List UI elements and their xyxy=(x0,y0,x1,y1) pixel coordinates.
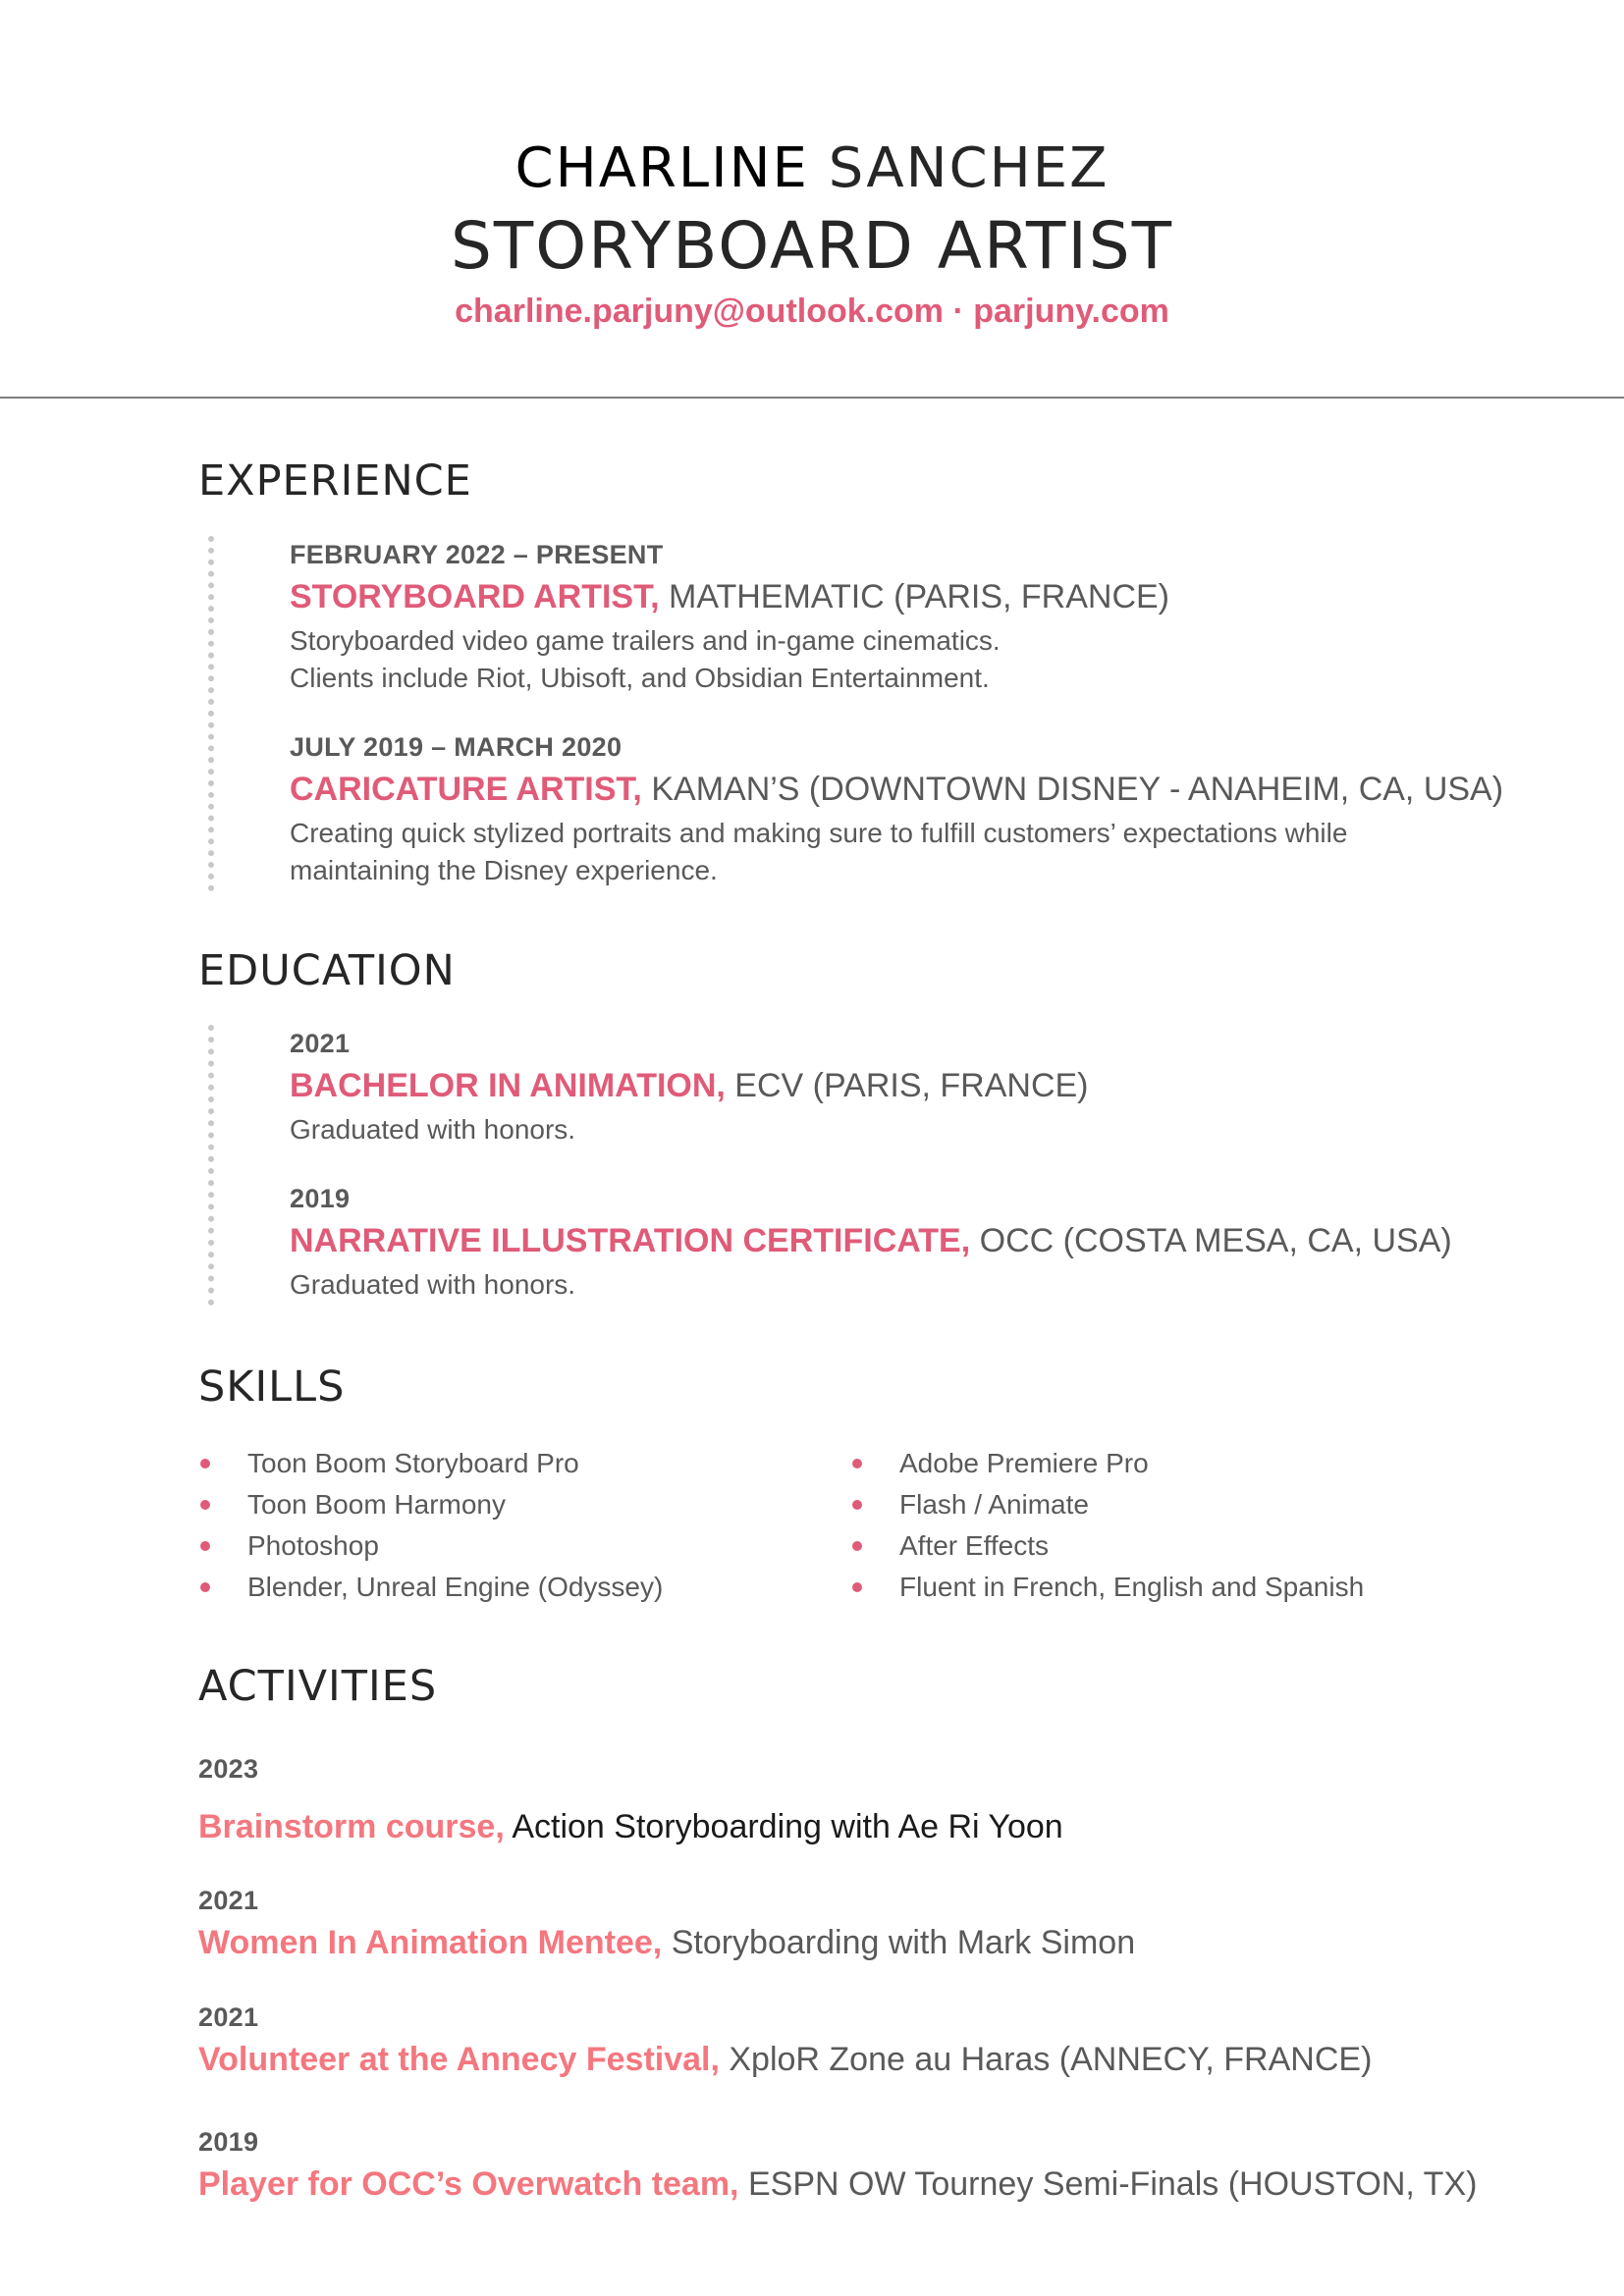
entry-dates: JULY 2019 – MARCH 2020 xyxy=(290,732,623,762)
description-line: maintaining the Disney experience. xyxy=(290,855,718,885)
entry-role: CARICATURE ARTIST, xyxy=(290,771,642,808)
list-item xyxy=(200,1567,663,1608)
skill-label: Toon Boom Storyboard Pro xyxy=(247,1448,579,1478)
list-item xyxy=(200,1443,663,1484)
entry-org: MATHEMATIC (PARIS, FRANCE) xyxy=(659,578,1169,615)
activities-heading: ACTIVITIES xyxy=(198,1662,438,1711)
activity-year: 2023 xyxy=(198,1754,259,1784)
education-heading: EDUCATION xyxy=(198,946,456,995)
skills-list-right xyxy=(852,1443,1364,1608)
activity-year: 2021 xyxy=(198,2002,259,2032)
activity-detail: Storyboarding with Mark Simon xyxy=(662,1924,1136,1961)
activity-role: Brainstorm course, xyxy=(198,1808,505,1845)
entry-role: STORYBOARD ARTIST, xyxy=(290,578,660,615)
skill-label: Fluent in French, English and Spanish xyxy=(899,1572,1365,1602)
list-item xyxy=(200,1525,663,1567)
description-line: Graduated with honors. xyxy=(290,1114,576,1145)
description-line: Creating quick stylized portraits and making sure to fulfill customers’ expectations while xyxy=(290,818,1348,848)
entry-description xyxy=(290,622,1468,697)
description-line: Storyboarded video game trailers and in-game cinematics. xyxy=(290,625,1001,656)
entry-heading xyxy=(290,573,1468,620)
activity-heading xyxy=(198,1803,1475,1850)
education-entry xyxy=(290,1180,1468,1304)
bullet-icon xyxy=(852,1500,862,1510)
entry-role: NARRATIVE ILLUSTRATION CERTIFICATE, xyxy=(290,1222,971,1259)
entry-description xyxy=(290,1266,1468,1304)
activity-detail: XploR Zone au Haras (ANNECY, FRANCE) xyxy=(719,2041,1373,2078)
description-line: Clients include Riot, Ubisoft, and Obsidian Entertainment. xyxy=(290,663,990,693)
bullet-icon xyxy=(200,1541,210,1551)
entry-description xyxy=(290,1111,1468,1148)
activity-year: 2021 xyxy=(198,1886,259,1915)
entry-description xyxy=(290,815,1468,889)
contact-info[interactable]: charline.parjuny@outlook.com · parjuny.com xyxy=(455,293,1169,330)
experience-entry xyxy=(290,728,1504,889)
activity-role: Player for OCC’s Overwatch team, xyxy=(198,2165,739,2203)
bullet-icon xyxy=(200,1459,210,1468)
entry-heading xyxy=(290,766,1504,813)
activity-entry xyxy=(198,1750,1475,1850)
entry-org: KAMAN’S (DOWNTOWN DISNEY - ANAHEIM, CA, USA) xyxy=(641,771,1504,808)
list-item xyxy=(852,1484,1364,1525)
education-timeline xyxy=(208,1025,214,1306)
skill-label: After Effects xyxy=(899,1530,1049,1561)
activity-heading xyxy=(198,2036,1475,2083)
description-line: Graduated with honors. xyxy=(290,1269,576,1300)
skill-label: Adobe Premiere Pro xyxy=(899,1448,1149,1478)
entry-heading xyxy=(290,1217,1468,1264)
bullet-icon xyxy=(200,1500,210,1510)
activity-heading xyxy=(198,2161,1478,2208)
bullet-icon xyxy=(200,1582,210,1592)
experience-heading: EXPERIENCE xyxy=(198,456,472,506)
first-name: CHARLINE xyxy=(514,136,809,200)
bullet-icon xyxy=(852,1541,862,1551)
last-name: SANCHEZ xyxy=(828,136,1110,200)
skill-label: Flash / Animate xyxy=(899,1489,1089,1520)
skill-label: Photoshop xyxy=(247,1530,379,1561)
entry-org: OCC (COSTA MESA, CA, USA) xyxy=(970,1222,1452,1259)
skill-label: Blender, Unreal Engine (Odyssey) xyxy=(247,1572,664,1602)
experience-timeline xyxy=(208,536,214,891)
entry-org: ECV (PARIS, FRANCE) xyxy=(725,1067,1089,1104)
header-divider xyxy=(0,397,1624,399)
bullet-icon xyxy=(852,1459,862,1468)
job-title: STORYBOARD ARTIST xyxy=(450,208,1174,284)
entry-dates: FEBRUARY 2022 – PRESENT xyxy=(290,540,664,569)
skill-label: Toon Boom Harmony xyxy=(247,1489,507,1520)
list-item xyxy=(852,1567,1364,1608)
activity-year: 2019 xyxy=(198,2127,259,2157)
entry-heading xyxy=(290,1062,1468,1109)
activity-detail: ESPN OW Tourney Semi-Finals (HOUSTON, TX) xyxy=(738,2165,1478,2203)
list-item xyxy=(852,1443,1364,1484)
education-entry xyxy=(290,1025,1468,1148)
entry-dates: 2021 xyxy=(290,1029,351,1058)
bullet-icon xyxy=(852,1582,862,1592)
activity-heading xyxy=(198,1919,1475,1966)
entry-dates: 2019 xyxy=(290,1184,351,1213)
activity-role: Volunteer at the Annecy Festival, xyxy=(198,2041,720,2078)
entry-role: BACHELOR IN ANIMATION, xyxy=(290,1067,726,1104)
activity-role: Women In Animation Mentee, xyxy=(198,1924,663,1961)
activity-entry xyxy=(198,2123,1478,2208)
skills-list-left xyxy=(200,1443,663,1608)
list-item xyxy=(852,1525,1364,1567)
activity-entry xyxy=(198,1882,1475,1966)
list-item xyxy=(200,1484,663,1525)
skills-heading: SKILLS xyxy=(198,1362,346,1412)
activity-entry xyxy=(198,1999,1475,2083)
candidate-name xyxy=(0,132,1624,206)
experience-entry xyxy=(290,536,1468,697)
activity-detail: Action Storyboarding with Ae Ri Yoon xyxy=(504,1808,1063,1845)
